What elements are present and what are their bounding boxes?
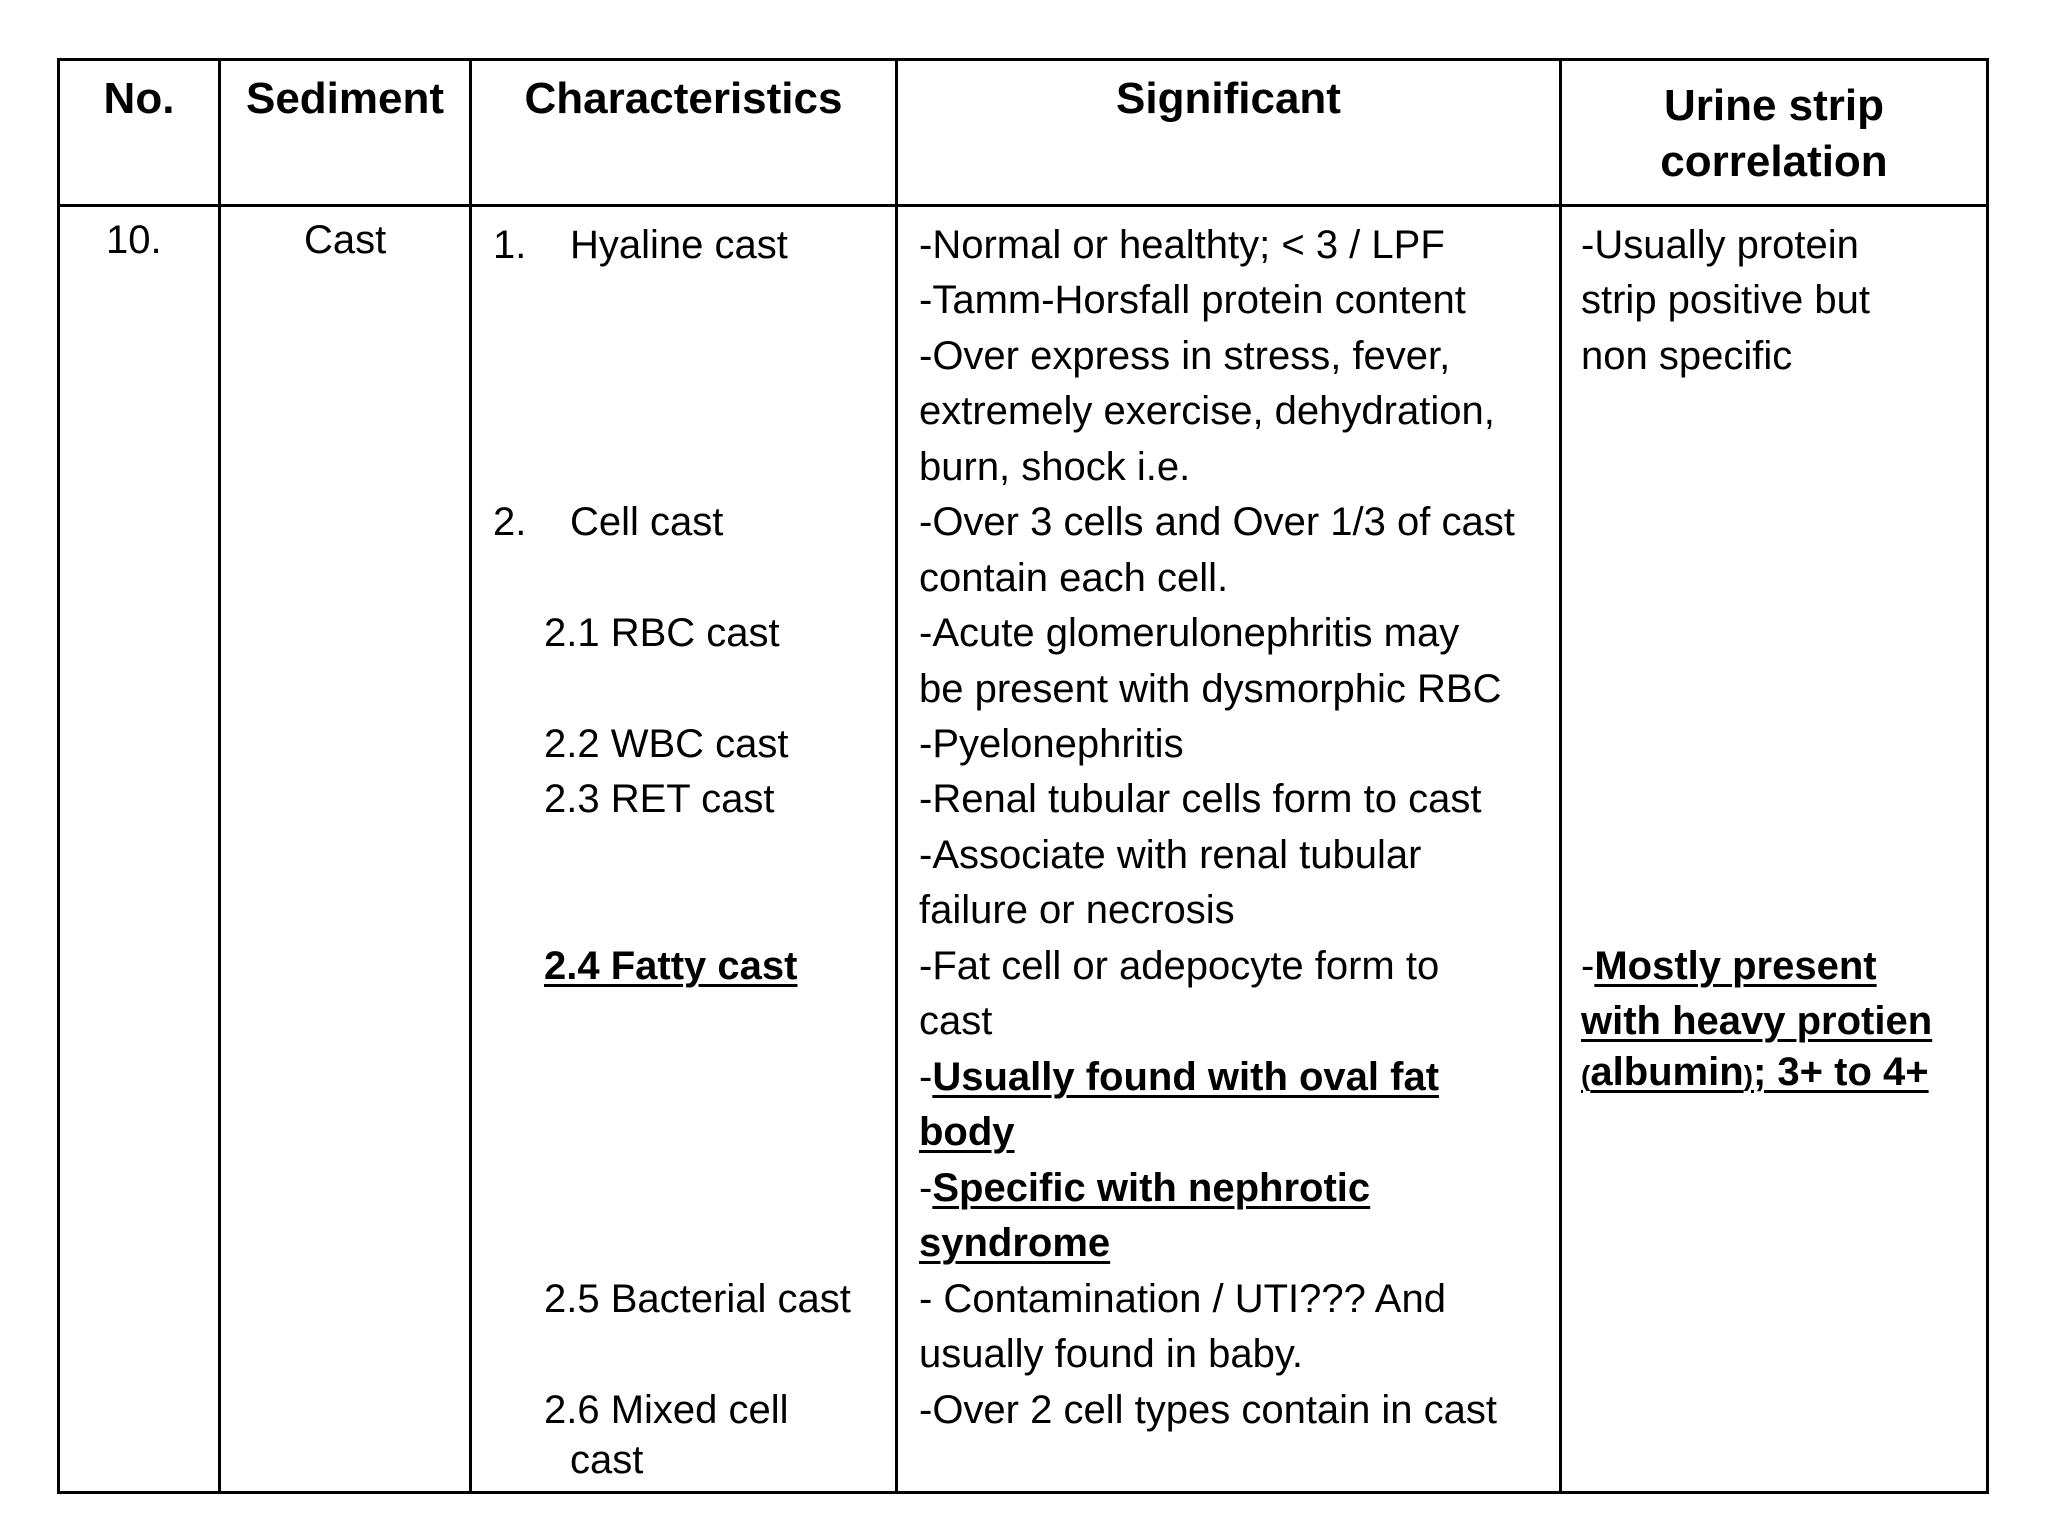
- sig-line: -Over 3 cells and Over 1/3 of cast: [919, 500, 1515, 544]
- column-divider: [1559, 61, 1562, 1491]
- sig-line: -Associate with renal tubular: [919, 833, 1422, 877]
- sig-line: -Pyelonephritis: [919, 722, 1184, 766]
- char-mixed-line1: 2.6 Mixed cell: [544, 1388, 789, 1432]
- header-urine-strip-line1: Urine strip: [1663, 81, 1885, 130]
- sig-line: -Normal or healthty; < 3 / LPF: [919, 223, 1445, 267]
- sig-line: usually found in baby.: [919, 1332, 1303, 1376]
- strip-paren-open: (: [1581, 1060, 1591, 1091]
- sig-dash: -: [919, 1166, 933, 1210]
- header-significant: Significant: [1116, 74, 1341, 123]
- sig-line: contain each cell.: [919, 556, 1229, 600]
- char-rbc: 2.1 RBC cast: [544, 611, 780, 655]
- strip-dash: -: [1581, 944, 1595, 988]
- header-characteristics: Characteristics: [524, 74, 843, 123]
- sig-line: -Fat cell or adepocyte form to: [919, 944, 1440, 988]
- column-divider: [218, 61, 221, 1491]
- strip-line: non specific: [1581, 334, 1793, 378]
- sig-dash: -: [919, 1055, 933, 1099]
- column-divider: [469, 61, 472, 1491]
- column-divider: [895, 61, 898, 1491]
- strip-fatty-line: [1581, 1045, 1929, 1103]
- sig-line: -Acute glomerulonephritis may: [919, 611, 1460, 655]
- strip-fatty-line: [1581, 939, 1877, 994]
- strip-paren-close: ): [1743, 1060, 1753, 1091]
- sig-nephrotic: Specific with nephrotic: [932, 1166, 1371, 1210]
- char-mixed-line2: cast: [570, 1438, 644, 1482]
- sig-line: cast: [919, 999, 993, 1043]
- sig-line-emphasis: [919, 1161, 1370, 1216]
- header-divider: [60, 204, 1986, 207]
- sig-line: - Contamination / UTI??? And: [919, 1277, 1446, 1321]
- sig-line: -Over express in stress, fever,: [919, 334, 1451, 378]
- strip-mostly-present: Mostly present: [1594, 944, 1877, 988]
- header-urine-strip-line2: correlation: [1660, 137, 1888, 186]
- sig-oval-fat: Usually found with oval fat: [932, 1055, 1440, 1099]
- strip-line: strip positive but: [1581, 278, 1871, 322]
- sig-line: be present with dysmorphic RBC: [919, 667, 1502, 711]
- row-sediment: Cast: [304, 218, 387, 262]
- sig-line: burn, shock i.e.: [919, 445, 1191, 489]
- char-hyaline: Hyaline cast: [570, 223, 788, 267]
- strip-fatty-line: with heavy protien: [1581, 999, 1933, 1043]
- char-cell: Cell cast: [570, 500, 724, 544]
- strip-albumin: albumin: [1590, 1050, 1744, 1094]
- sig-line: extremely exercise, dehydration,: [919, 389, 1495, 433]
- sig-line-emphasis: [919, 1050, 1439, 1105]
- char-fatty: 2.4 Fatty cast: [544, 944, 798, 988]
- sediment-table: [57, 58, 1989, 1494]
- char-ret: 2.3 RET cast: [544, 777, 775, 821]
- strip-line: -Usually protein: [1581, 223, 1859, 267]
- sig-line: -Renal tubular cells form to cast: [919, 777, 1482, 821]
- char-wbc: 2.2 WBC cast: [544, 722, 789, 766]
- header-no: No.: [103, 74, 175, 123]
- char-cell-number: 2.: [493, 500, 527, 544]
- sig-line-emphasis: syndrome: [919, 1221, 1111, 1265]
- header-sediment: Sediment: [245, 74, 445, 123]
- sig-line-emphasis: body: [919, 1110, 1015, 1154]
- char-hyaline-number: 1.: [493, 223, 527, 267]
- char-bacterial: 2.5 Bacterial cast: [544, 1277, 851, 1321]
- sig-line: -Over 2 cell types contain in cast: [919, 1388, 1498, 1432]
- row-number: 10.: [106, 218, 162, 262]
- sig-line: -Tamm-Horsfall protein content: [919, 278, 1466, 322]
- sig-line: failure or necrosis: [919, 888, 1235, 932]
- strip-grade: ; 3+ to 4+: [1753, 1050, 1929, 1094]
